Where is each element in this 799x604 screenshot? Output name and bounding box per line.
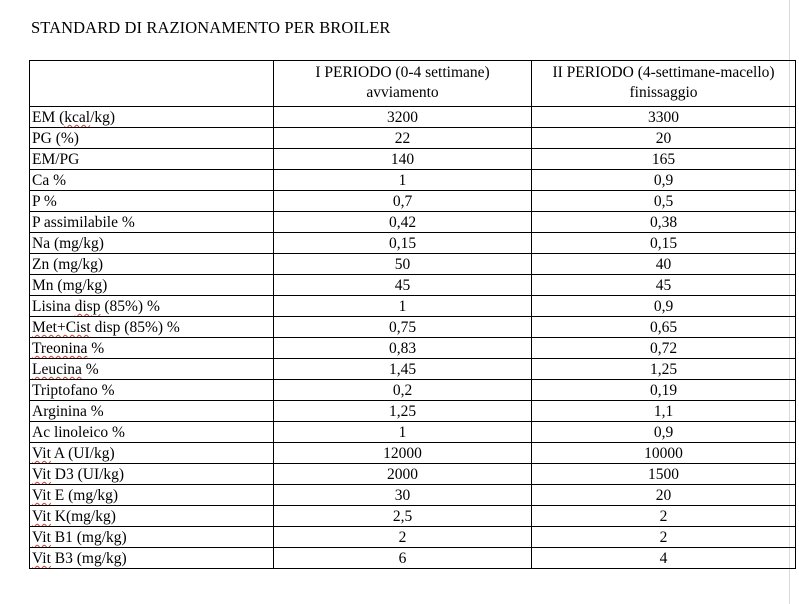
table-row — [30, 254, 796, 275]
spellcheck-flagged-word: Vit — [32, 529, 51, 546]
table-row — [30, 317, 796, 338]
row-label: EM/PG — [30, 149, 274, 170]
period-2-value: 0,5 — [532, 191, 796, 212]
row-label: Vit K(mg/kg) — [30, 506, 274, 527]
spellcheck-flagged-word: Vit — [32, 445, 51, 462]
period-2-value: 2 — [532, 506, 796, 527]
period-2-value: 2 — [532, 527, 796, 548]
spellcheck-flagged-word: Vit — [32, 508, 51, 525]
period-2-value: 1500 — [532, 464, 796, 485]
row-label: Zn (mg/kg) — [30, 254, 274, 275]
table-row — [30, 233, 796, 254]
row-label: EM (kcal/kg) — [30, 107, 274, 128]
period-1-value: 0,15 — [274, 233, 532, 254]
period-1-value: 0,7 — [274, 191, 532, 212]
table-row — [30, 359, 796, 380]
period-1-value: 6 — [274, 548, 532, 569]
table-row — [30, 212, 796, 233]
period-1-value: 1,45 — [274, 359, 532, 380]
row-label: Vit A (UI/kg) — [30, 443, 274, 464]
table-row — [30, 191, 796, 212]
period-1-value: 3200 — [274, 107, 532, 128]
period-1-value: 22 — [274, 128, 532, 149]
header-cell-period-1: I PERIODO (0-4 settimane) avviamento — [274, 61, 532, 107]
period-2-value: 0,72 — [532, 338, 796, 359]
spellcheck-flagged-word: Treonina — [32, 340, 88, 357]
table-row — [30, 485, 796, 506]
period-2-value: 20 — [532, 485, 796, 506]
period-2-value: 40 — [532, 254, 796, 275]
period-1-value: 12000 — [274, 443, 532, 464]
period-2-value: 0,65 — [532, 317, 796, 338]
table-row — [30, 170, 796, 191]
period-2-value: 3300 — [532, 107, 796, 128]
table-row — [30, 338, 796, 359]
row-label: Ca % — [30, 170, 274, 191]
period-2-value: 0,15 — [532, 233, 796, 254]
table-header-row — [30, 61, 796, 107]
table-row — [30, 548, 796, 569]
period-2-value: 0,9 — [532, 422, 796, 443]
table-row — [30, 527, 796, 548]
spellcheck-flagged-word: Vit — [32, 550, 51, 567]
table-row — [30, 149, 796, 170]
period-2-value: 1,25 — [532, 359, 796, 380]
row-label: Ac linoleico % — [30, 422, 274, 443]
table-row — [30, 275, 796, 296]
row-label: Vit D3 (UI/kg) — [30, 464, 274, 485]
period-1-value: 1 — [274, 170, 532, 191]
period-1-value: 2000 — [274, 464, 532, 485]
row-label: P assimilabile % — [30, 212, 274, 233]
period-2-value: 20 — [532, 128, 796, 149]
table-row — [30, 107, 796, 128]
spellcheck-flagged-word: Leucina — [32, 361, 82, 378]
period-1-value: 0,2 — [274, 380, 532, 401]
period-2-value: 0,19 — [532, 380, 796, 401]
ration-standards-table — [29, 60, 796, 569]
row-label: Treonina % — [30, 338, 274, 359]
row-label: Arginina % — [30, 401, 274, 422]
spellcheck-flagged-word: Vit — [32, 466, 51, 483]
table-row — [30, 380, 796, 401]
period-1-value: 0,83 — [274, 338, 532, 359]
table-row — [30, 296, 796, 317]
row-label: PG (%) — [30, 128, 274, 149]
period-2-value: 165 — [532, 149, 796, 170]
period-1-value: 0,42 — [274, 212, 532, 233]
spellcheck-flagged-word: kcal — [64, 109, 91, 126]
row-label: Vit B3 (mg/kg) — [30, 548, 274, 569]
period-1-value: 1,25 — [274, 401, 532, 422]
spellcheck-flagged-word: Met+Cist — [32, 319, 91, 336]
period-2-value: 4 — [532, 548, 796, 569]
period-2-value: 1,1 — [532, 401, 796, 422]
row-label: Vit E (mg/kg) — [30, 485, 274, 506]
row-label: Triptofano % — [30, 380, 274, 401]
period-1-value: 0,75 — [274, 317, 532, 338]
table-row — [30, 464, 796, 485]
table-row — [30, 422, 796, 443]
table-row — [30, 401, 796, 422]
row-label: P % — [30, 191, 274, 212]
period-1-value: 2 — [274, 527, 532, 548]
period-2-value: 0,9 — [532, 170, 796, 191]
row-label: Leucina % — [30, 359, 274, 380]
period-2-value: 45 — [532, 275, 796, 296]
period-1-value: 50 — [274, 254, 532, 275]
period-1-value: 30 — [274, 485, 532, 506]
period-1-value: 140 — [274, 149, 532, 170]
row-label: Lisina disp (85%) % — [30, 296, 274, 317]
row-label: Met+Cist disp (85%) % — [30, 317, 274, 338]
header-cell-period-2: II PERIODO (4-settimane-macello) finissaggio — [532, 61, 796, 107]
period-2-value: 0,9 — [532, 296, 796, 317]
period-1-value: 2,5 — [274, 506, 532, 527]
header-cell-empty — [30, 61, 274, 107]
table-row — [30, 443, 796, 464]
spellcheck-flagged-word: Vit — [32, 487, 51, 504]
table-row — [30, 128, 796, 149]
period-1-value: 45 — [274, 275, 532, 296]
period-2-value: 10000 — [532, 443, 796, 464]
row-label: Na (mg/kg) — [30, 233, 274, 254]
period-1-value: 1 — [274, 296, 532, 317]
document-title: STANDARD DI RAZIONAMENTO PER BROILER — [31, 18, 391, 37]
row-label: Vit B1 (mg/kg) — [30, 527, 274, 548]
period-2-value: 0,38 — [532, 212, 796, 233]
table-row — [30, 506, 796, 527]
spellcheck-flagged-word: disp — [74, 298, 101, 315]
row-label: Mn (mg/kg) — [30, 275, 274, 296]
period-1-value: 1 — [274, 422, 532, 443]
